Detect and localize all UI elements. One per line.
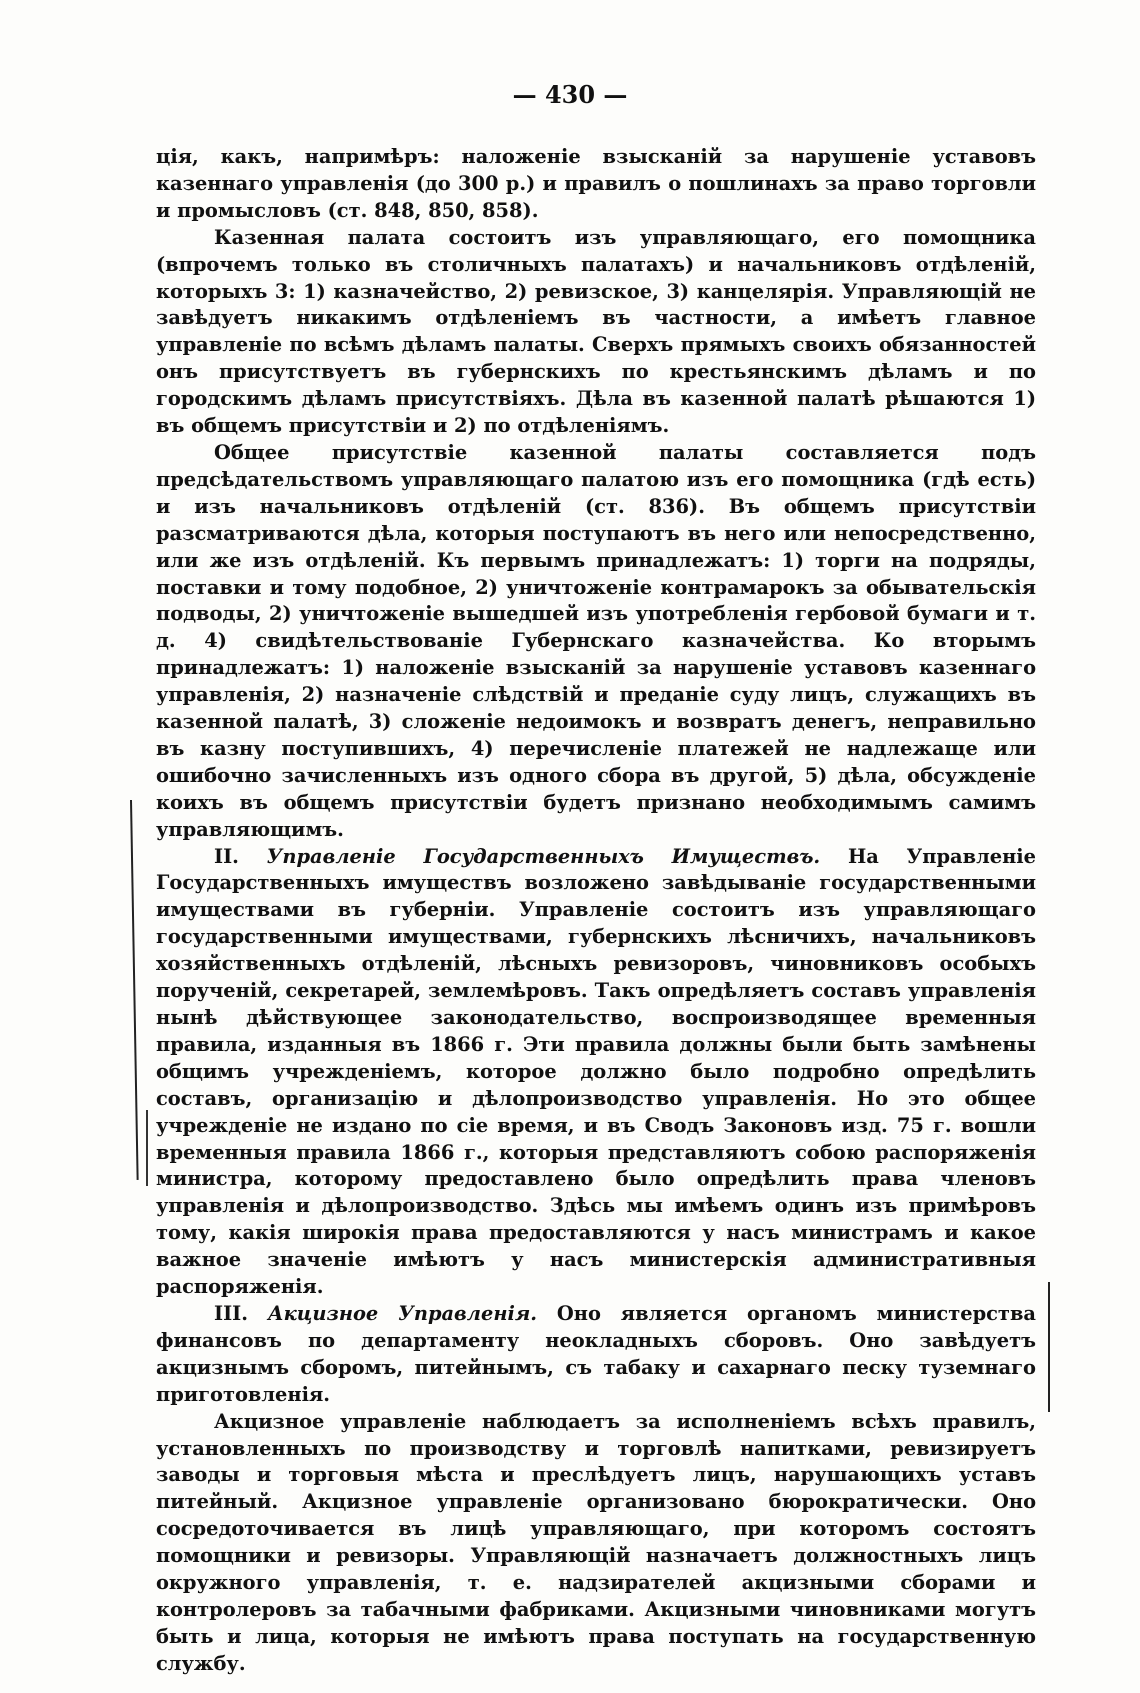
margin-mark-right xyxy=(1048,1282,1050,1412)
margin-mark-left-lower xyxy=(146,1110,148,1186)
paragraph-5 xyxy=(156,1301,1036,1409)
section-body-excise: Оно является органомъ министерства финансовъ по департаменту неокладныхъ сборовъ. Оно завѣдуетъ акцизнымъ сборомъ, питейнымъ, съ табаку и сахарнаго песку туземнаго приготовленія. xyxy=(156,1301,1036,1406)
section-numeral-3: III. xyxy=(214,1301,248,1325)
section-numeral-2: II. xyxy=(214,844,239,868)
section-body-state-property: На Управленіе Государственныхъ имуществъ возложено завѣдываніе государственными имуществами въ губерніи. Управленіе состоитъ изъ управляющаго государственными имуществами, губернскихъ лѣсничихъ, начальниковъ хозяйственныхъ отдѣленій, лѣсныхъ ревизоровъ, чиновниковъ особыхъ порученій, секретарей, землемѣровъ. Такъ опредѣляетъ составъ управленія нынѣ дѣйствующее законодательство, воспроизводящее временныя правила, изданныя въ 1866 г. Эти правила должны были быть замѣнены общимъ учрежденіемъ, которое должно было подробно опредѣлить составъ, организацію и дѣлопроизводство управленія. Но это общее учрежденіе не издано по сіе время, и въ Сводъ Законовъ изд. 75 г. вошли временныя правила 1866 г., которыя представляютъ собою распоряженія министра, которому предоставлено было опредѣлить права членовъ управленія и дѣлопроизводство. Здѣсь мы имѣемъ одинъ изъ примѣровъ тому, какія широкія права предоставляются у насъ министрамъ и какое важное значеніе имѣютъ у насъ министерскія административныя распоряженія. xyxy=(156,844,1036,1299)
body-text xyxy=(156,144,1036,1678)
paragraph-1: ція, какъ, напримѣръ: наложеніе взысканій за нарушеніе уставовъ казеннаго управленія (до 300 р.) и правилъ о пошлинахъ за право торговли и промысловъ (ст. 848, 850, 858). xyxy=(156,145,1036,222)
margin-mark-left xyxy=(130,800,139,1180)
paragraph-4 xyxy=(156,844,1036,1301)
paragraph-6: Акцизное управленіе наблюдаетъ за исполненіемъ всѣхъ правилъ, установленныхъ по производству и торговлѣ напитками, ревизируетъ заводы и торговыя мѣста и преслѣдуетъ лицъ, нарушающихъ уставъ питейный. Акцизное управленіе организовано бюрократически. Оно сосредоточивается въ лицѣ управляющаго, при которомъ состоятъ помощники и ревизоры. Управляющій назначаетъ должностныхъ лицъ окружного управленія, т. е. надзирателей акцизными сборами и контролеровъ за табачными фабриками. Акцизными чиновниками могутъ быть и лица, которыя не имѣютъ права поступать на государственную службу. xyxy=(156,1409,1036,1675)
section-heading-excise: Акцизное Управленія. xyxy=(267,1301,538,1325)
paragraph-3: Общее присутствіе казенной палаты составляется подъ предсѣдательствомъ управляющаго палатою изъ его помощника (гдѣ есть) и изъ начальниковъ отдѣленій (ст. 836). Въ общемъ присутствіи разсматриваются дѣла, которыя поступаютъ въ него или непосредственно, или же изъ отдѣленій. Къ первымъ принадлежатъ: 1) торги на подряды, поставки и тому подобное, 2) уничтоженіе контрамарокъ за обывательскія подводы, 2) уничтоженіе вышедшей изъ употребленія гербовой бумаги и т. д. 4) свидѣтельствованіе Губернскаго казначейства. Ко вторымъ принадлежатъ: 1) наложеніе взысканій за нарушеніе уставовъ казеннаго управленія, 2) назначеніе слѣдствій и преданіе суду лицъ, служащихъ въ казенной палатѣ, 3) сложеніе недоимокъ и возвратъ денегъ, неправильно въ казну поступившихъ, 4) перечисленіе платежей не надлежаще или ошибочно зачисленныхъ изъ одного сбора въ другой, 5) дѣла, обсужденіе коихъ въ общемъ присутствіи будетъ признано необходимымъ самимъ управляющимъ. xyxy=(156,440,1036,841)
page-number: — 430 — xyxy=(512,80,628,109)
paragraph-2: Казенная палата состоитъ изъ управляющаго, его помощника (впрочемъ только въ столичныхъ палатахъ) и начальниковъ отдѣленій, которыхъ 3: 1) казначейство, 2) ревизское, 3) канцелярія. Управляющій не завѣдуетъ никакимъ отдѣленіемъ въ частности, а имѣетъ главное управленіе по всѣмъ дѣламъ палаты. Сверхъ прямыхъ своихъ обязанностей онъ присутствуетъ въ губернскихъ по крестьянскимъ дѣламъ и по городскимъ дѣламъ присутствіяхъ. Дѣла въ казенной палатѣ рѣшаются 1) въ общемъ присутствіи и 2) по отдѣленіямъ. xyxy=(156,225,1036,438)
section-heading-state-property: Управленіе Государственныхъ Имуществъ. xyxy=(266,844,821,868)
